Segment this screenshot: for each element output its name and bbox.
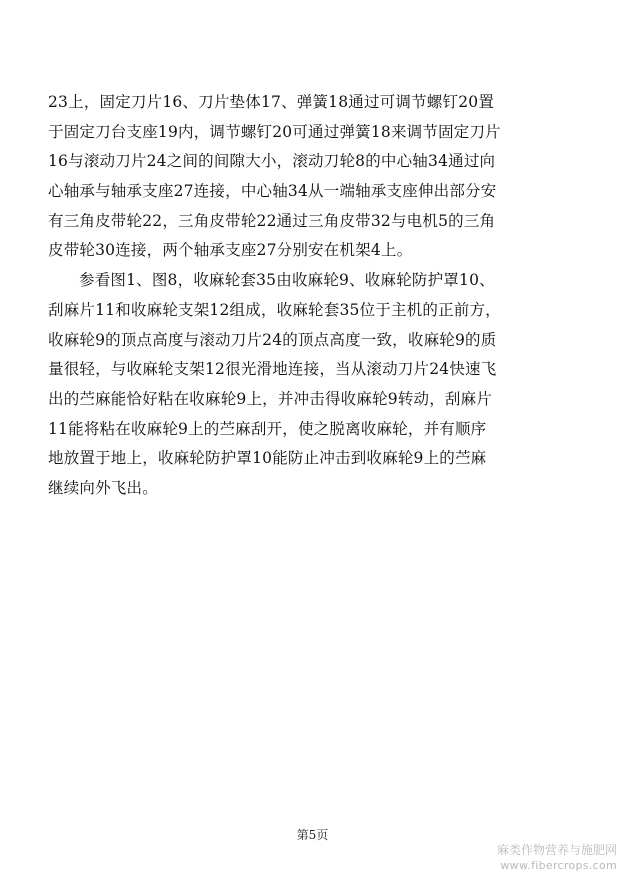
text-line: 出的苎麻能恰好粘在收麻轮9上，并冲击得收麻轮9转动，刮麻片 bbox=[48, 389, 493, 408]
watermark-url: www.fibercrops.com bbox=[500, 859, 617, 872]
page-number: 第5页 bbox=[296, 828, 329, 842]
text-line: 地放置于地上，收麻轮防护罩10能防止冲击到收麻轮9上的苎麻 bbox=[48, 449, 487, 468]
watermark-text: 麻类作物营养与施肥网 bbox=[496, 843, 617, 857]
text-line: 量很轻，与收麻轮支架12很光滑地连接，当从滚动刀片24快速飞 bbox=[48, 360, 497, 379]
paragraph-first-line: 参看图1、图8，收麻轮套35由收麻轮9、收麻轮防护罩10、 bbox=[79, 271, 495, 290]
text-line: 收麻轮9的顶点高度与滚动刀片24的顶点高度一致，收麻轮9的质 bbox=[48, 330, 497, 349]
text-line: 于固定刀台支座19内，调节螺钉20可通过弹簧18来调节固定刀片 bbox=[48, 122, 501, 141]
site-watermark bbox=[497, 843, 617, 873]
text-line: 刮麻片11和收麻轮支架12组成，收麻轮套35位于主机的正前方， bbox=[48, 300, 501, 319]
text-line: 23上，固定刀片16、刀片垫体17、弹簧18通过可调节螺钉20置 bbox=[48, 93, 495, 111]
text-line: 11能将粘在收麻轮9上的苎麻刮开，使之脱离收麻轮，并有顺序 bbox=[48, 419, 487, 438]
body-text bbox=[48, 88, 588, 504]
text-line: 有三角皮带轮22，三角皮带轮22通过三角皮带32与电机5的三角 bbox=[48, 211, 496, 230]
text-line: 心轴承与轴承支座27连接，中心轴34从一端轴承支座伸出部分安 bbox=[48, 182, 497, 201]
text-line: 继续向外飞出。 bbox=[48, 478, 158, 497]
text-line: 皮带轮30连接，两个轴承支座27分别安在机架4上。 bbox=[48, 241, 413, 260]
text-line: 16与滚动刀片24之间的间隙大小，滚动刀轮8的中心轴34通过向 bbox=[48, 152, 496, 171]
